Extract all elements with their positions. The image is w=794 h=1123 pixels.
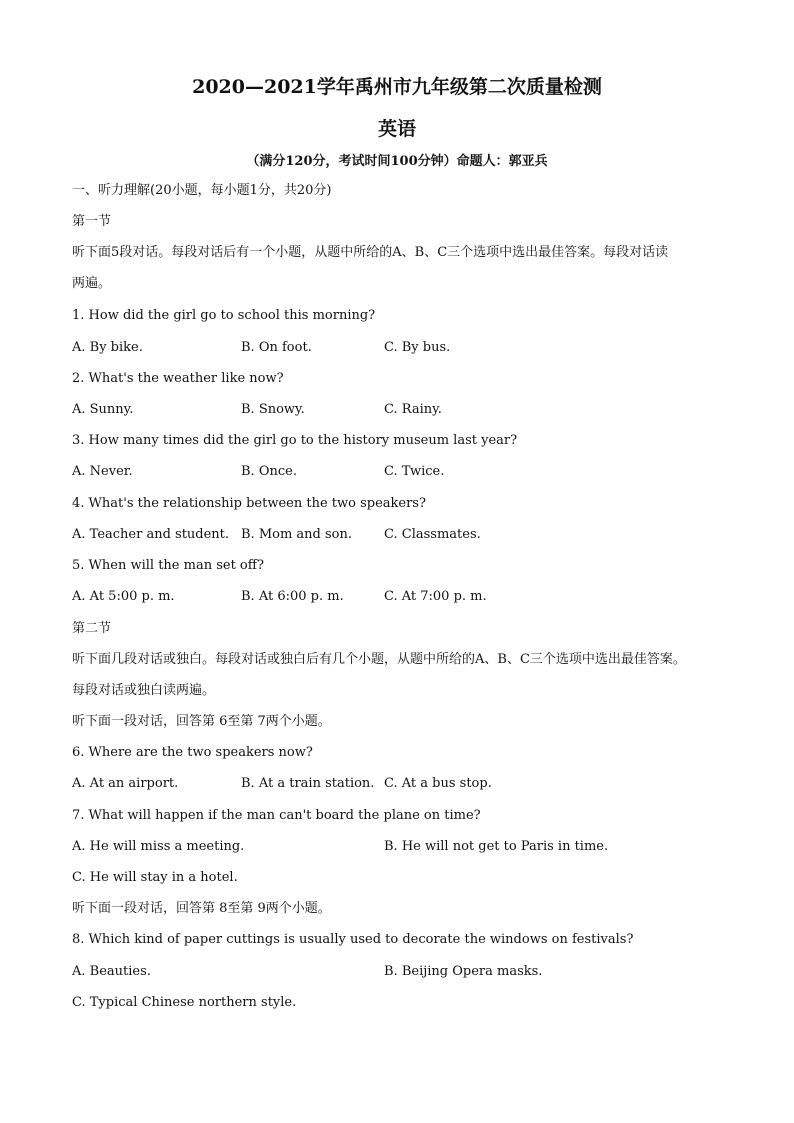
option-a: A. Beauties. — [72, 964, 151, 979]
option-a: A. At 5:00 p. m. — [72, 589, 175, 604]
question-stem: 7. What will happen if the man can't board the plane on time? — [72, 808, 481, 823]
instructions: 每段对话或独白读两遍。 — [72, 683, 216, 698]
instructions: 听下面几段对话或独白。每段对话或独白后有几个小题，从题中所给的A、B、C三个选项中选出最佳答案。 — [72, 652, 686, 667]
option-b: B. At a train station. — [241, 776, 375, 791]
sub-instructions: 听下面一段对话，回答第 6至第 7两个小题。 — [72, 714, 331, 729]
option-c: C. At 7:00 p. m. — [384, 589, 487, 604]
option-c: C. Classmates. — [384, 527, 481, 542]
option-a: A. Sunny. — [72, 402, 134, 417]
option-b: B. On foot. — [241, 340, 312, 355]
option-c: C. Typical Chinese northern style. — [72, 995, 297, 1010]
question-stem: 5. When will the man set off? — [72, 558, 264, 573]
option-a: A. By bike. — [72, 340, 143, 355]
instructions: 听下面5段对话。每段对话后有一个小题，从题中所给的A、B、C三个选项中选出最佳答案。每段对话读 — [72, 245, 669, 260]
option-c: C. He will stay in a hotel. — [72, 870, 238, 885]
option-a: A. Never. — [72, 464, 133, 479]
option-b: B. Once. — [241, 464, 297, 479]
question-stem: 1. How did the girl go to school this morning? — [72, 308, 376, 323]
question-stem: 3. How many times did the girl go to the history museum last year? — [72, 433, 518, 448]
option-b: B. Mom and son. — [241, 527, 352, 542]
option-b: B. At 6:00 p. m. — [241, 589, 344, 604]
question-stem: 4. What's the relationship between the two speakers? — [72, 496, 426, 511]
section-heading: 第一节 — [72, 214, 112, 229]
option-a: A. At an airport. — [72, 776, 179, 791]
option-a: A. He will miss a meeting. — [72, 839, 245, 854]
option-a: A. Teacher and student. — [72, 527, 230, 542]
option-c: C. At a bus stop. — [384, 776, 492, 791]
option-b: B. Snowy. — [241, 402, 305, 417]
option-b: B. Beijing Opera masks. — [384, 964, 543, 979]
subject-title: 英语 — [377, 118, 416, 140]
sub-instructions: 听下面一段对话，回答第 8至第 9两个小题。 — [72, 901, 331, 916]
question-stem: 8. Which kind of paper cuttings is usually used to decorate the windows on festivals? — [72, 932, 634, 947]
question-stem: 6. Where are the two speakers now? — [72, 745, 313, 760]
option-b: B. He will not get to Paris in time. — [384, 839, 609, 854]
question-stem: 2. What's the weather like now? — [72, 371, 284, 386]
instructions: 两遍。 — [72, 276, 112, 291]
option-c: C. By bus. — [384, 340, 451, 355]
part-heading: 一、听力理解(20小题，每小题1分，共20分) — [72, 183, 332, 198]
exam-title: 2020—2021学年禹州市九年级第二次质量检测 — [192, 76, 602, 98]
section-heading: 第二节 — [72, 621, 112, 636]
option-c: C. Rainy. — [384, 402, 442, 417]
exam-info: （满分120分，考试时间100分钟）命题人：郭亚兵 — [246, 154, 548, 169]
option-c: C. Twice. — [384, 464, 445, 479]
